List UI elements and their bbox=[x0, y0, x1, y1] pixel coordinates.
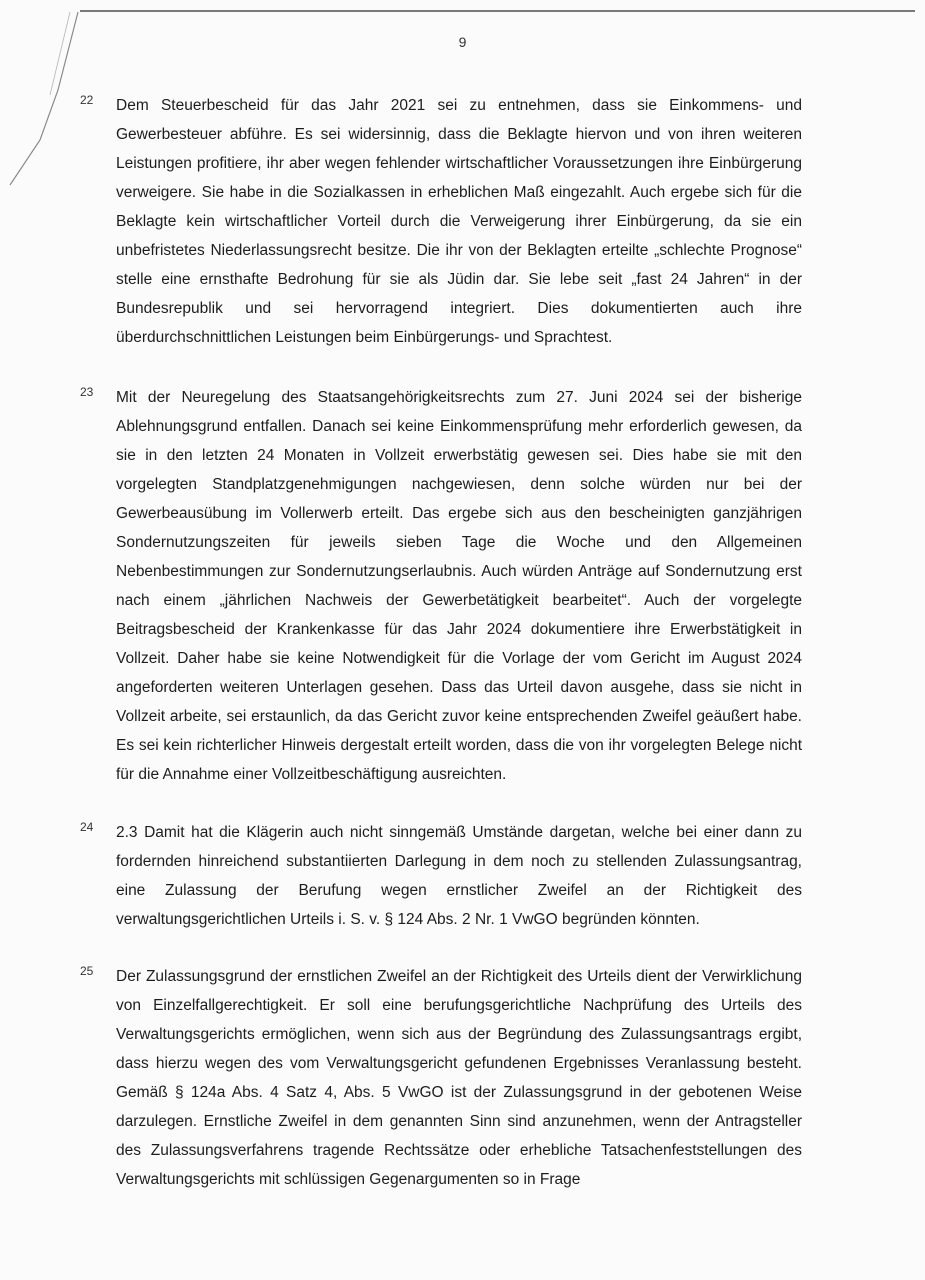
paragraph-text: 2.3 Damit hat die Klägerin auch nicht sinngemäß Umstände dargetan, welche bei einer dann zu fordernden hinreichend substantiierten Darlegung in dem noch zu stellenden Zulassungsantrag, eine Zulassung der Berufung wegen ernstlicher Zweifel an der Richtigkeit des verwaltungsgerichtlichen Urteils i. S. v. § 124 Abs. 2 Nr. 1 VwGO begründen könnten. bbox=[116, 824, 802, 928]
paragraph-number: 24 bbox=[80, 820, 94, 834]
paragraph-24 bbox=[80, 818, 810, 934]
paragraph-number: 22 bbox=[80, 93, 94, 107]
paragraph-25 bbox=[80, 962, 810, 1194]
paragraph-23 bbox=[80, 383, 810, 789]
paragraph-22 bbox=[80, 91, 810, 352]
page-edge bbox=[80, 10, 915, 12]
paragraph-text: Mit der Neuregelung des Staatsangehörigkeitsrechts zum 27. Juni 2024 sei der bisherige Ablehnungsgrund entfallen. Danach sei keine Einkommensprüfung mehr erforderlich gewesen, da sie in den letzten 24 Monaten in Vollzeit erwerbstätig gewesen sei. Dies habe sie mit den vorgelegten Standplatzgenehmigungen nachgewiesen, denn solche würden nur bei der Gewerbeausübung im Vollerwerb erteilt. Das ergebe sich aus den bescheinigten ganzjährigen Sondernutzungszeiten für jeweils sieben Tage die Woche und den Allgemeinen Nebenbestimmungen zur Sondernutzungserlaubnis. Auch würden Anträge auf Sondernutzung erst nach einem „jährlichen Nachweis der Gewerbetätigkeit bearbeitet“. Auch der vorgelegte Beitragsbescheid der Krankenkasse für das Jahr 2024 dokumentiere ihre Erwerbstätigkeit in Vollzeit. Daher habe sie keine Notwendigkeit für die Vorlage der vom Gericht im August 2024 angeforderten weiteren Unterlagen gesehen. Dass das Urteil davon ausgehe, dass sie nicht in Vollzeit arbeite, sei erstaunlich, da das Gericht zuvor keine entsprechenden Zweifel geäußert habe. Es sei kein richterlicher Hinweis dergestalt erteilt worden, dass die von ihr vorgelegten Belege nicht für die Annahme einer Vollzeitbeschäftigung ausreichten. bbox=[116, 389, 802, 783]
paragraph-text: Dem Steuerbescheid für das Jahr 2021 sei zu entnehmen, dass sie Einkommens- und Gewerbesteuer abführe. Es sei widersinnig, dass die Beklagte hiervon und von ihren weiteren Leistungen profitiere, ihr aber wegen fehlender wirtschaftlicher Voraussetzungen ihre Einbürgerung verweigere. Sie habe in die Sozialkassen in erheblichen Maß eingezahlt. Auch ergebe sich für die Beklagte kein wirtschaftlicher Vorteil durch die Verweigerung ihrer Einbürgerung, da sie ein unbefristetes Niederlassungsrecht besitze. Die ihr von der Beklagten erteilte „schlechte Prognose“ stelle eine ernsthafte Bedrohung für sie als Jüdin dar. Sie lebe seit „fast 24 Jahren“ in der Bundesrepublik und sei hervorragend integriert. Dies dokumentierten auch ihre überdurchschnittlichen Leistungen beim Einbürgerungs- und Sprachtest. bbox=[116, 97, 802, 346]
page-number: 9 bbox=[458, 34, 467, 50]
paragraph-text: Der Zulassungsgrund der ernstlichen Zweifel an der Richtigkeit des Urteils dient der Verwirklichung von Einzelfallgerechtigkeit. Er soll eine berufungsgerichtliche Nachprüfung des Urteils des Verwaltungsgerichts ermöglichen, wenn sich aus der Begründung des Zulassungsantrags ergibt, dass hierzu wegen des vom Verwaltungsgericht gefundenen Ergebnisses Veranlassung besteht. Gemäß § 124a Abs. 4 Satz 4, Abs. 5 VwGO ist der Zulassungsgrund in der gebotenen Weise darzulegen. Ernstliche Zweifel in dem genannten Sinn sind anzunehmen, wenn der Antragsteller des Zulassungsverfahrens tragende Rechtssätze oder erhebliche Tatsachenfeststellungen des Verwaltungsgerichts mit schlüssigen Gegenargumenten so in Frage bbox=[116, 968, 802, 1188]
paragraph-number: 25 bbox=[80, 964, 94, 978]
paragraph-number: 23 bbox=[80, 385, 94, 399]
